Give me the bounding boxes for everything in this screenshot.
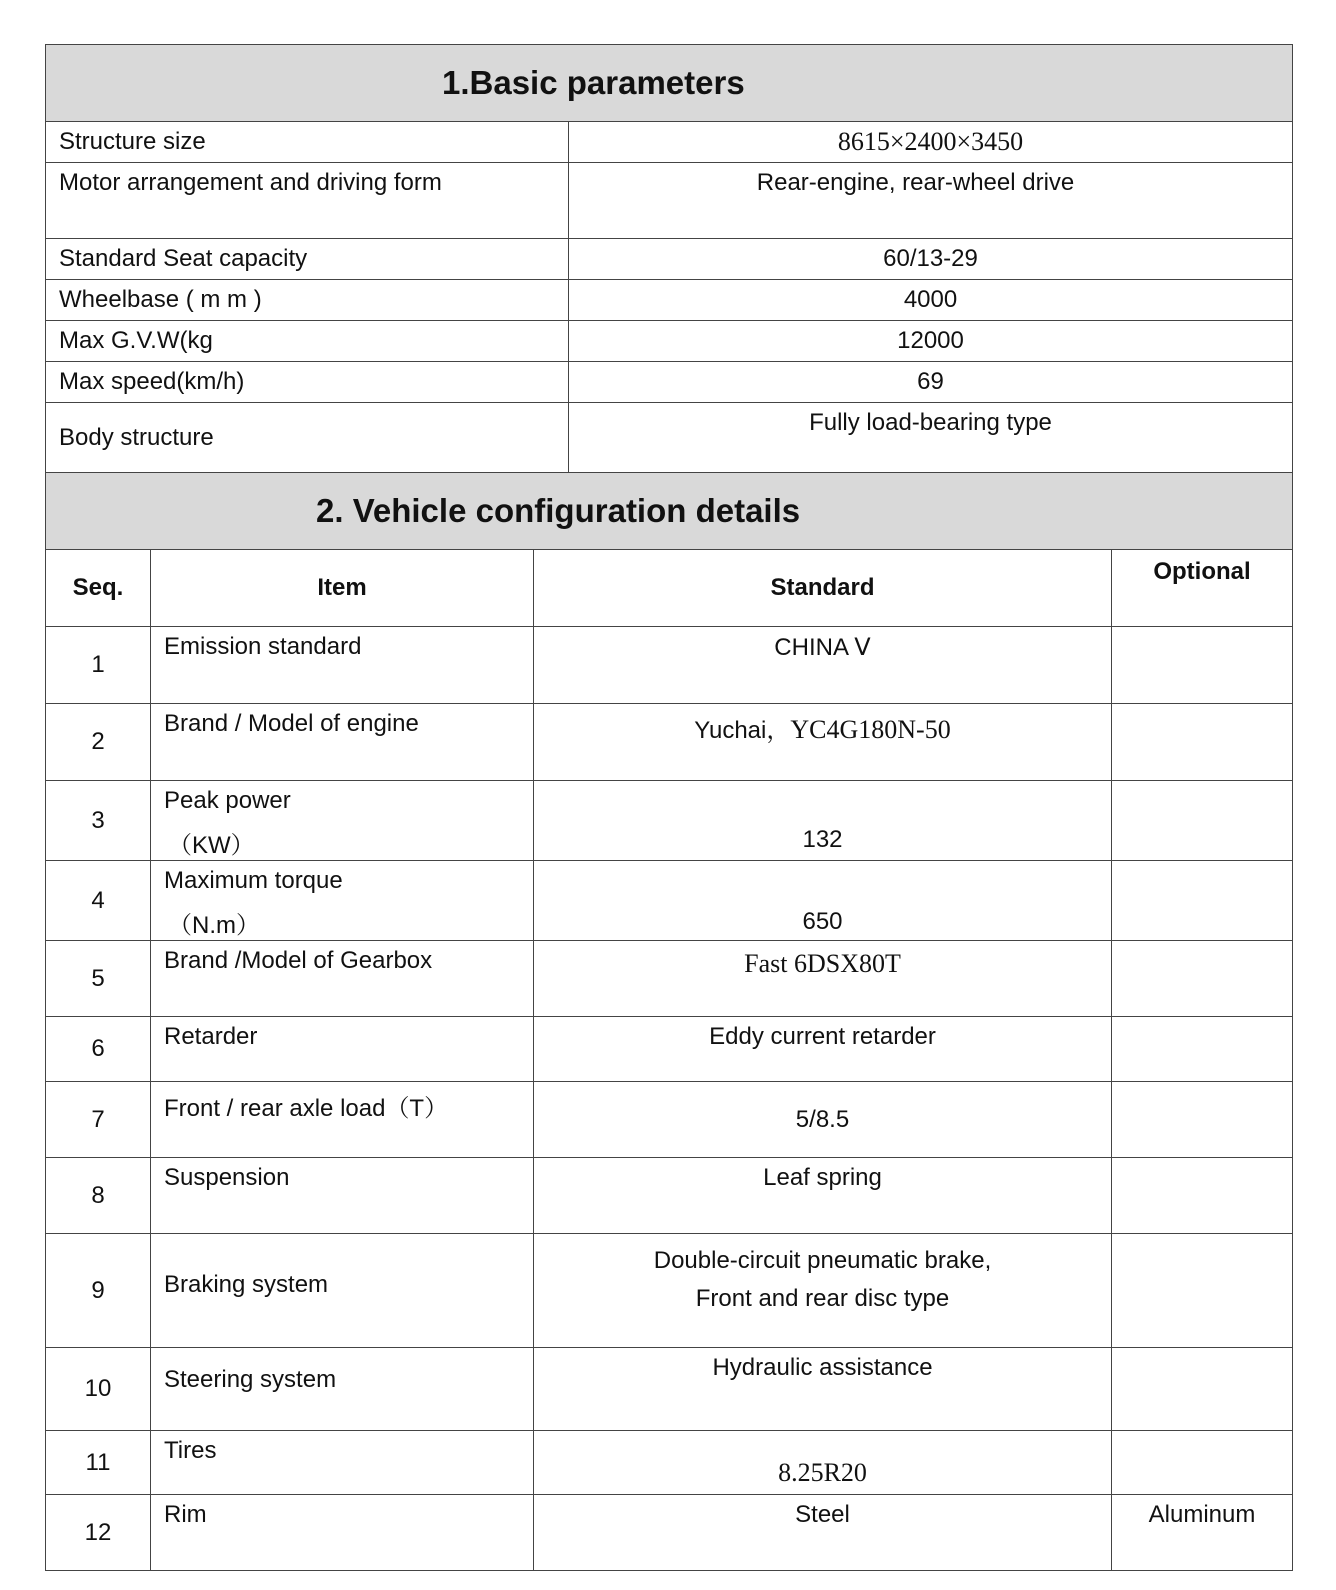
optional-cell bbox=[1112, 1348, 1293, 1431]
table-row bbox=[46, 704, 1293, 781]
item-unit: （N.m） bbox=[168, 912, 260, 939]
param-label: Body structure bbox=[46, 403, 569, 473]
param-label: Max G.V.W(kg bbox=[46, 321, 569, 362]
table-row bbox=[46, 1495, 1293, 1571]
param-value: 69 bbox=[569, 362, 1293, 403]
vehicle-configuration-table bbox=[45, 472, 1293, 1571]
seq-cell: 11 bbox=[46, 1431, 151, 1495]
seq-cell: 10 bbox=[46, 1348, 151, 1431]
param-value: Rear-engine, rear-wheel drive bbox=[569, 163, 1293, 239]
seq-cell: 1 bbox=[46, 627, 151, 704]
seq-cell: 6 bbox=[46, 1017, 151, 1082]
param-value: 60/13-29 bbox=[569, 239, 1293, 280]
table-header-row bbox=[46, 550, 1293, 627]
param-value: Fully load-bearing type bbox=[569, 403, 1293, 473]
table-row bbox=[46, 1082, 1293, 1158]
section-title-vehicle-configuration: 2. Vehicle configuration details bbox=[46, 473, 1293, 550]
standard-cell: Eddy current retarder bbox=[534, 1017, 1112, 1082]
standard-line-2: Front and rear disc type bbox=[695, 1285, 950, 1312]
item-cell bbox=[151, 781, 534, 861]
seq-cell: 8 bbox=[46, 1158, 151, 1234]
standard-brand: Yuchai， bbox=[694, 717, 791, 744]
seq-cell: 12 bbox=[46, 1495, 151, 1571]
optional-cell bbox=[1112, 1017, 1293, 1082]
spec-sheet bbox=[45, 44, 1292, 1571]
item-cell: Rim bbox=[151, 1495, 534, 1571]
item-cell: Brand / Model of engine bbox=[151, 704, 534, 781]
item-unit: （KW） bbox=[168, 832, 255, 859]
item-name: Peak power bbox=[164, 787, 291, 814]
table-row bbox=[46, 781, 1293, 861]
item-cell: Suspension bbox=[151, 1158, 534, 1234]
seq-cell: 7 bbox=[46, 1082, 151, 1158]
standard-cell: Steel bbox=[534, 1495, 1112, 1571]
table-row bbox=[46, 239, 1293, 280]
table-row bbox=[46, 627, 1293, 704]
table-row bbox=[46, 163, 1293, 239]
column-header-item: Item bbox=[151, 550, 534, 627]
section-title-basic-parameters: 1.Basic parameters bbox=[46, 45, 1293, 122]
param-value: 4000 bbox=[569, 280, 1293, 321]
table-row bbox=[46, 1158, 1293, 1234]
param-label: Standard Seat capacity bbox=[46, 239, 569, 280]
optional-cell bbox=[1112, 1431, 1293, 1495]
table-row bbox=[46, 1348, 1293, 1431]
item-name: Maximum torque bbox=[164, 867, 343, 894]
param-label: Structure size bbox=[46, 122, 569, 163]
standard-cell: Leaf spring bbox=[534, 1158, 1112, 1234]
standard-cell: Hydraulic assistance bbox=[534, 1348, 1112, 1431]
table-row bbox=[46, 861, 1293, 941]
item-cell: Retarder bbox=[151, 1017, 534, 1082]
param-value: 12000 bbox=[569, 321, 1293, 362]
optional-cell bbox=[1112, 861, 1293, 941]
standard-cell: 5/8.5 bbox=[534, 1082, 1112, 1158]
column-header-standard: Standard bbox=[534, 550, 1112, 627]
table-row bbox=[46, 1431, 1293, 1495]
standard-line-1: Double-circuit pneumatic brake, bbox=[653, 1247, 992, 1274]
standard-cell: 8.25R20 bbox=[534, 1431, 1112, 1495]
param-label: Motor arrangement and driving form bbox=[46, 163, 569, 239]
optional-cell bbox=[1112, 941, 1293, 1017]
table-row bbox=[46, 122, 1293, 163]
optional-cell bbox=[1112, 1082, 1293, 1158]
param-value: 8615×2400×3450 bbox=[569, 122, 1293, 163]
standard-cell bbox=[534, 1234, 1112, 1348]
item-cell: Braking system bbox=[151, 1234, 534, 1348]
table-row bbox=[46, 1234, 1293, 1348]
seq-cell: 5 bbox=[46, 941, 151, 1017]
item-cell: Steering system bbox=[151, 1348, 534, 1431]
table-row bbox=[46, 321, 1293, 362]
item-cell: Tires bbox=[151, 1431, 534, 1495]
standard-model: YC4G180N-50 bbox=[790, 715, 951, 744]
seq-cell: 3 bbox=[46, 781, 151, 861]
standard-cell: CHINA Ⅴ bbox=[534, 627, 1112, 704]
optional-cell bbox=[1112, 627, 1293, 704]
item-cell: Front / rear axle load（T） bbox=[151, 1082, 534, 1158]
item-cell bbox=[151, 861, 534, 941]
column-header-optional: Optional bbox=[1112, 550, 1293, 627]
table-row bbox=[46, 403, 1293, 473]
table-row bbox=[46, 280, 1293, 321]
seq-cell: 2 bbox=[46, 704, 151, 781]
param-label: Wheelbase ( m m ) bbox=[46, 280, 569, 321]
standard-cell: 650 bbox=[534, 861, 1112, 941]
standard-cell bbox=[534, 704, 1112, 781]
standard-cell: Fast 6DSX80T bbox=[534, 941, 1112, 1017]
optional-cell bbox=[1112, 781, 1293, 861]
seq-cell: 9 bbox=[46, 1234, 151, 1348]
basic-parameters-table bbox=[45, 44, 1293, 473]
param-label: Max speed(km/h) bbox=[46, 362, 569, 403]
optional-cell bbox=[1112, 1158, 1293, 1234]
table-row bbox=[46, 941, 1293, 1017]
item-cell: Emission standard bbox=[151, 627, 534, 704]
table-row bbox=[46, 1017, 1293, 1082]
standard-cell: 132 bbox=[534, 781, 1112, 861]
optional-cell bbox=[1112, 704, 1293, 781]
optional-cell: Aluminum bbox=[1112, 1495, 1293, 1571]
seq-cell: 4 bbox=[46, 861, 151, 941]
table-row bbox=[46, 362, 1293, 403]
item-cell: Brand /Model of Gearbox bbox=[151, 941, 534, 1017]
column-header-seq: Seq. bbox=[46, 550, 151, 627]
optional-cell bbox=[1112, 1234, 1293, 1348]
